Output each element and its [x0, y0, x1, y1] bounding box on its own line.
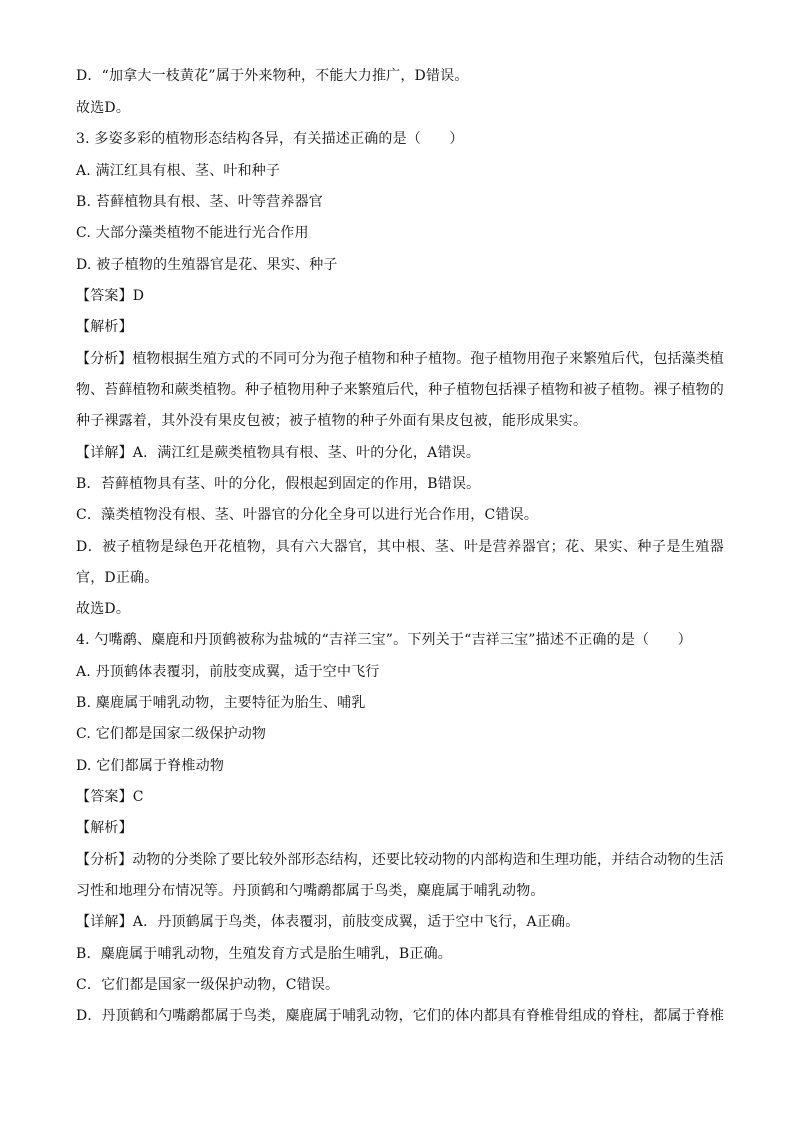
answer-label: 【答案】D [76, 288, 145, 304]
text-line: 故选D。 [76, 100, 131, 116]
answer-label: 【答案】C [76, 789, 144, 805]
detail-text: 官，D正确。 [76, 570, 159, 586]
detail-text: C．它们都是国家一级保护动物，C错误。 [76, 977, 340, 993]
question-3-stem: 3. 多姿多彩的植物形态结构各异，有关描述正确的是（ ） [76, 131, 464, 147]
question-4-option-c: C. 它们都是国家二级保护动物 [76, 726, 267, 742]
analysis-text: 【分析】植物根据生殖方式的不同可分为孢子植物和种子植物。孢子植物用孢子来繁殖后代，包括藻类植 [76, 351, 724, 367]
detail-text: 【详解】A．丹顶鹤属于鸟类，体表覆羽，前肢变成翼，适于空中飞行，A正确。 [76, 914, 580, 930]
analysis-text: 物、苔藓植物和蕨类植物。种子植物用种子来繁殖后代，种子植物包括裸子植物和被子植物。裸子植物的 [76, 382, 724, 398]
question-3-option-d: D. 被子植物的生殖器官是花、果实、种子 [76, 257, 338, 273]
question-4-option-a: A. 丹顶鹤体表覆羽，前肢变成翼，适于空中飞行 [76, 664, 380, 680]
question-4-option-d: D. 它们都属于脊椎动物 [76, 758, 225, 774]
text-line: 故选D。 [76, 601, 131, 617]
text-line: D．“加拿大一枝黄花”属于外来物种，不能大力推广，D错误。 [76, 68, 469, 84]
detail-text: C．藻类植物没有根、茎、叶器官的分化全身可以进行光合作用，C错误。 [76, 507, 539, 523]
detail-text: B．麋鹿属于哺乳动物，生殖发育方式是胎生哺乳，B正确。 [76, 946, 452, 962]
analysis-label: 【解析】 [76, 319, 133, 335]
analysis-text: 【分析】动物的分类除了要比较外部形态结构，还要比较动物的内部构造和生理功能，并结合动物的生活 [76, 852, 724, 868]
question-4-stem: 4. 勺嘴鹬、麋鹿和丹顶鹤被称为盐城的“吉祥三宝”。下列关于“吉祥三宝”描述不正确的是（ ） [76, 632, 692, 648]
question-4-option-b: B. 麋鹿属于哺乳动物，主要特征为胎生、哺乳 [76, 695, 366, 711]
detail-text: 【详解】A．满江红是蕨类植物具有根、茎、叶的分化，A错误。 [76, 445, 481, 461]
question-3-option-c: C. 大部分藻类植物不能进行光合作用 [76, 225, 309, 241]
analysis-text: 种子裸露着，其外没有果皮包被；被子植物的种子外面有果皮包被，能形成果实。 [76, 413, 588, 429]
detail-text: D．丹顶鹤和勺嘴鹬都属于鸟类，麋鹿属于哺乳动物，它们的体内都具有脊椎骨组成的脊柱，都属于脊椎 [76, 1008, 725, 1024]
question-3-option-b: B. 苔藓植物具有根、茎、叶等营养器官 [76, 194, 323, 210]
detail-text: B．苔藓植物具有茎、叶的分化，假根起到固定的作用，B错误。 [76, 476, 481, 492]
question-3-option-a: A. 满江红具有根、茎、叶和种子 [76, 163, 281, 179]
analysis-label: 【解析】 [76, 820, 133, 836]
analysis-text: 习性和地理分布情况等。丹顶鹤和勺嘴鹬都属于鸟类，麋鹿属于哺乳动物。 [76, 883, 545, 899]
detail-text: D．被子植物是绿色开花植物，具有六大器官，其中根、茎、叶是营养器官；花、果实、种子是生殖器 [76, 539, 725, 555]
